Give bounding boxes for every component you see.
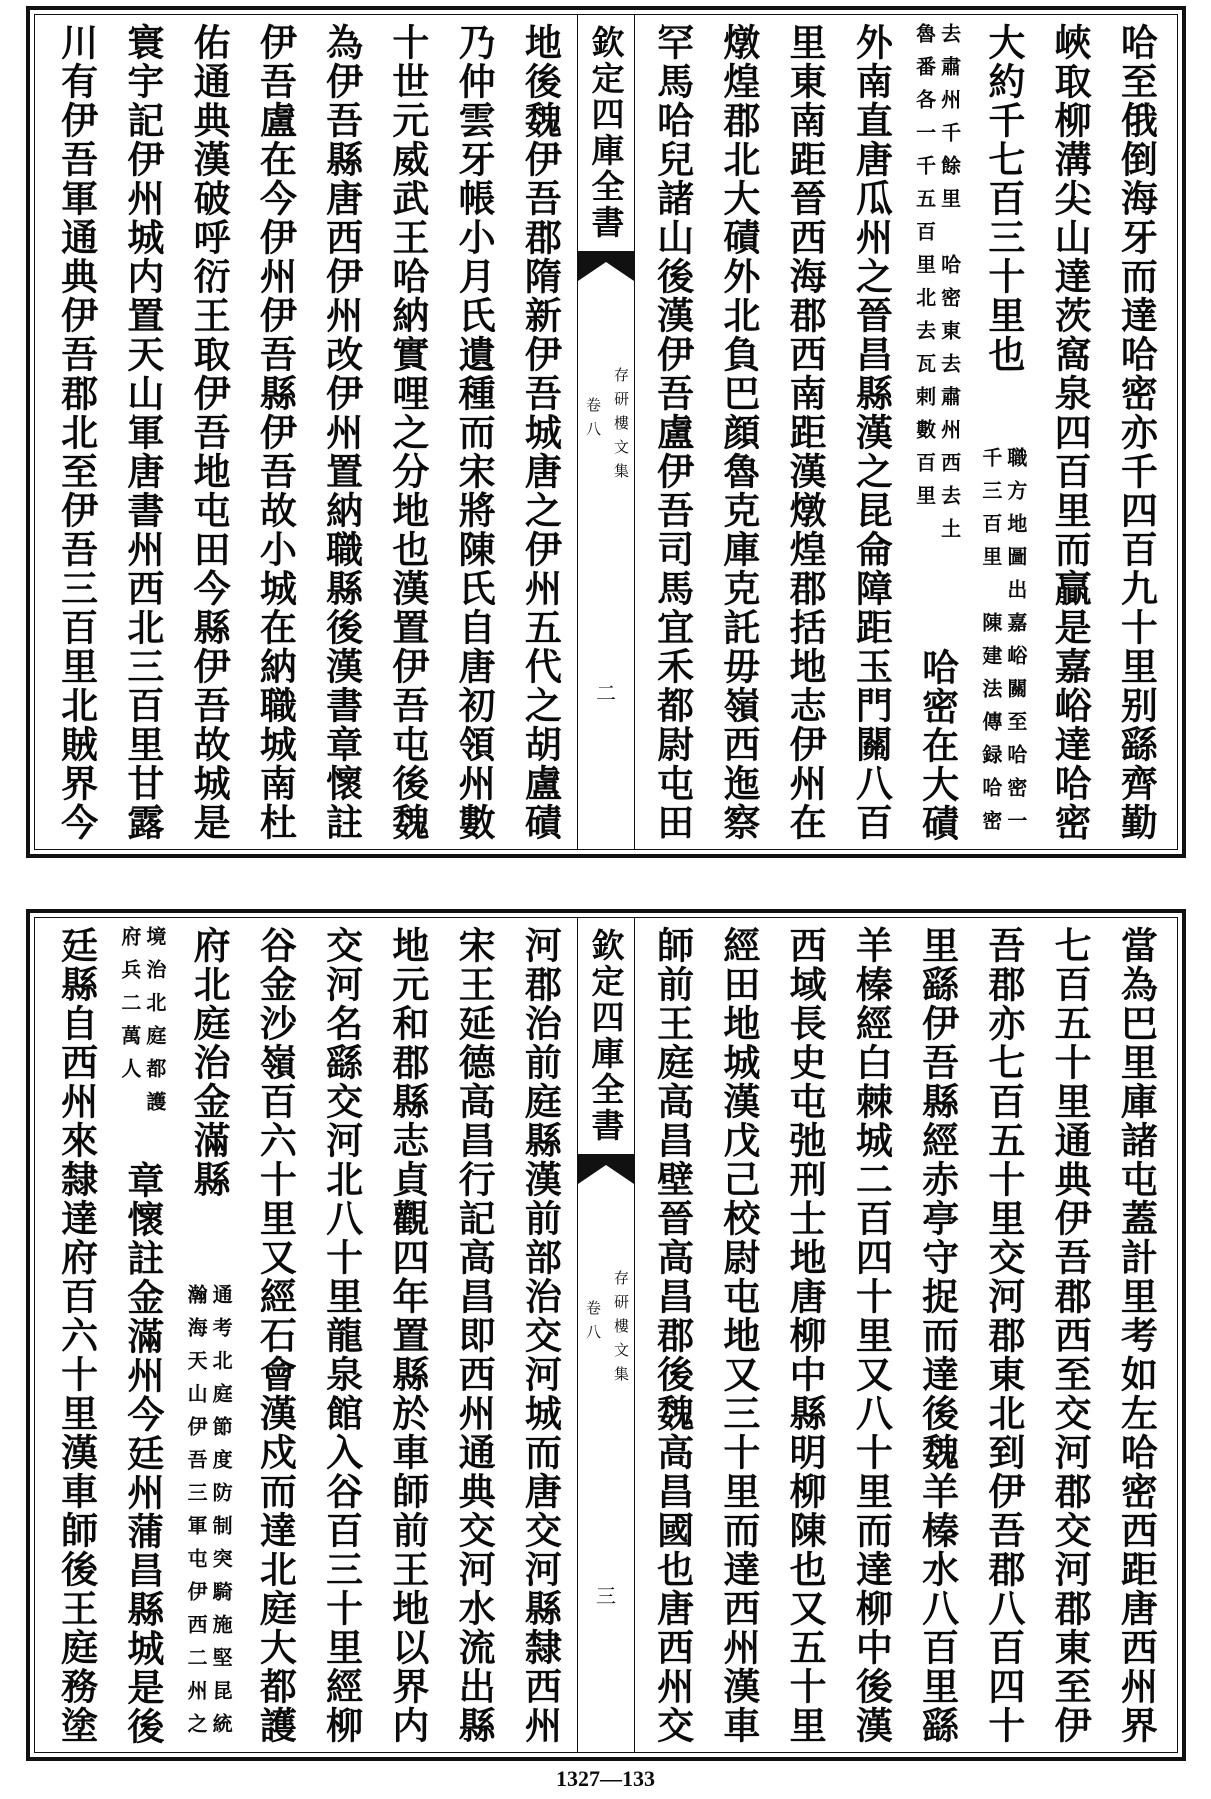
main-text: 為伊吾縣唐西伊州改伊州置納職縣後漢書章懷註: [319, 23, 364, 842]
main-text: 里繇伊吾縣經赤亭守捉而達後魏羊榛水八百里繇: [915, 926, 960, 1745]
text-column: [507, 23, 573, 843]
page-frame: [34, 14, 1178, 850]
text-column: [904, 926, 970, 1746]
text-column: [639, 926, 705, 1746]
text-column: [772, 926, 838, 1746]
text-column: [838, 926, 904, 1746]
text-column: [1103, 926, 1169, 1746]
annotation-line-left: 千三百里 陳建法傳録哈密: [978, 447, 1003, 843]
main-text: 大約千七百三十里也: [981, 23, 1026, 374]
fishtail-mark: [578, 251, 634, 281]
main-text: 西域長史屯弛刑士地唐柳中縣明柳陳也又五十里: [783, 926, 828, 1745]
page-lower: [26, 909, 1186, 1761]
page-upper: [26, 6, 1186, 858]
page-number: 二: [596, 681, 616, 705]
annotation-line-right: 境治北庭都護: [142, 926, 167, 1124]
main-text: 燉煌郡北大磧外北負巴顔魯克庫克託毋嶺西迤察: [716, 23, 761, 842]
main-text: 峽取柳溝尖山達茨窩泉四百里而贏是嘉峪達哈密: [1048, 23, 1093, 842]
text-column: [507, 926, 573, 1746]
main-text: 吾郡亦七百五十里交河郡東北到伊吾郡八百四十: [981, 926, 1026, 1745]
text-column: [109, 926, 175, 1746]
text-column: [970, 926, 1036, 1746]
text-column: [639, 23, 705, 843]
text-column: [904, 23, 970, 843]
center-column: [577, 15, 635, 849]
text-column: [1037, 23, 1103, 843]
main-text: 七百五十里通典伊吾郡西至交河郡交河郡東至伊: [1048, 926, 1093, 1745]
annotation-line-left: 瀚海天山伊吾三軍屯伊西二州之: [184, 1284, 209, 1746]
main-text: 川有伊吾軍通典伊吾郡北至伊吾三百里北賊界今: [54, 23, 99, 842]
text-column: [43, 926, 109, 1746]
annotation-line-right: 通考北庭節度防制突騎施堅昆統: [209, 1284, 234, 1746]
annotation: [912, 23, 962, 551]
main-text: 寰宇記伊州城内置天山軍唐書州西北三百里甘露: [120, 23, 165, 842]
main-text: 佑通典漢破呼衍王取伊吾地屯田今縣伊吾故城是: [187, 23, 232, 842]
main-text: 經田地城漢戊己校尉屯地又三十里而達西州漢車: [716, 926, 761, 1745]
main-text: 宋王延德高昌行記高昌即西州通典交河水流出縣: [452, 926, 497, 1745]
page-number: 三: [596, 1584, 616, 1608]
text-column: [308, 926, 374, 1746]
text-column: [1103, 23, 1169, 843]
text-column: [374, 926, 440, 1746]
text-column: [242, 926, 308, 1746]
main-text: 當為巴里庫諸屯蓋計里考如左哈密西距唐西州界: [1114, 926, 1159, 1745]
footer-page-code: 1327—133: [556, 1766, 655, 1791]
main-text: 哈密在大磧: [915, 648, 960, 843]
text-column: [374, 23, 440, 843]
text-column: [1037, 926, 1103, 1746]
annotation: [978, 447, 1028, 843]
main-text: 十世元威武王哈納實哩之分地也漢置伊吾屯後魏: [385, 23, 430, 842]
book-title: 欽定四庫全書: [586, 928, 626, 1144]
collection-title: 存研樓文集: [612, 1270, 630, 1390]
text-column: [242, 23, 308, 843]
main-text: 乃仲雲牙帳小月氏遺種而宋將陳氏自唐初領州數: [452, 23, 497, 842]
fishtail-mark: [578, 1154, 634, 1184]
main-text: 羊榛經白棘城二百四十里又八十里而達柳中後漢: [849, 926, 894, 1745]
center-column: [577, 918, 635, 1752]
text-column: [43, 23, 109, 843]
volume-label: 卷八: [584, 397, 602, 445]
text-column: [970, 23, 1036, 843]
main-text: 罕馬哈兒諸山後漢伊吾盧伊吾司馬宜禾都尉屯田: [650, 23, 695, 842]
text-column: [441, 926, 507, 1746]
main-text: 師前王庭高昌壁晉高昌郡後魏高昌國也唐西州交: [650, 926, 695, 1745]
annotation-line-left: 魯番各一千五百里北去瓦剌數百里: [912, 23, 937, 518]
annotation: [184, 1284, 234, 1746]
annotation-line-left: 府兵二萬人: [117, 926, 142, 1091]
text-column: [176, 23, 242, 843]
main-text: 哈至俄倒海牙而達哈密亦千四百九十里别繇齊勤: [1114, 23, 1159, 842]
text-body: [35, 918, 1177, 1752]
text-column: [308, 23, 374, 843]
main-text: 谷金沙嶺百六十里又經石會漢戍而達北庭大都護: [253, 926, 298, 1745]
text-column: [441, 23, 507, 843]
text-body: [35, 15, 1177, 849]
text-column: [705, 23, 771, 843]
book-title: 欽定四庫全書: [586, 25, 626, 241]
volume-label: 卷八: [584, 1300, 602, 1348]
main-text: 地後魏伊吾郡隋新伊吾城唐之伊州五代之胡盧磧: [518, 23, 563, 842]
main-text: 府北庭治金滿縣: [187, 926, 232, 1199]
annotation-line-right: 去肅州千餘里 哈密東去肅州西去土: [937, 23, 962, 551]
annotation: [117, 926, 167, 1124]
main-text: 地元和郡縣志貞觀四年置縣於車師前王地以界内: [385, 926, 430, 1745]
main-text: 外南直唐瓜州之晉昌縣漢之昆侖障距玉門關八百: [849, 23, 894, 842]
main-text: 河郡治前庭縣漢前部治交河城而唐交河縣隸西州: [518, 926, 563, 1745]
main-text: 廷縣自西州來隸達府百六十里漢車師後王庭務塗: [54, 926, 99, 1745]
main-text: 伊吾盧在今伊州伊吾縣伊吾故小城在納職城南杜: [253, 23, 298, 842]
annotation-line-right: 職方地圖出嘉峪關至哈密一: [1003, 447, 1028, 843]
text-column: [838, 23, 904, 843]
text-column: [772, 23, 838, 843]
text-column: [109, 23, 175, 843]
main-text: 章懷註金滿州今廷州蒲昌縣城是後: [120, 1161, 165, 1746]
collection-title: 存研樓文集: [612, 367, 630, 487]
page-frame: [34, 917, 1178, 1753]
text-column: [176, 926, 242, 1746]
main-text: 里東南距晉西海郡西南距漢燉煌郡括地志伊州在: [783, 23, 828, 842]
main-text: 交河名繇交河北八十里龍泉館入谷百三十里經柳: [319, 926, 364, 1745]
text-column: [705, 926, 771, 1746]
